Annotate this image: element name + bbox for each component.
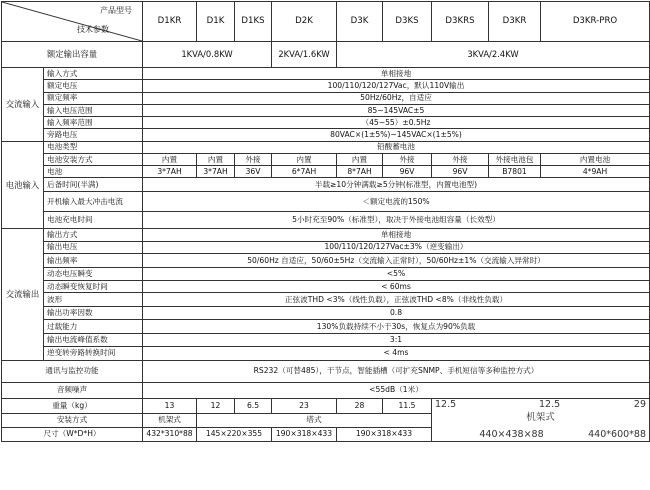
size-label: 尺寸（W*D*H） xyxy=(2,427,143,441)
battery-cell: 3*7AH xyxy=(197,166,235,178)
battery-cell: B7801 xyxy=(489,166,541,178)
battery-install-cell: 外接电池包 xyxy=(489,154,541,166)
battery-type-value: 铅酸蓄电池 xyxy=(143,141,650,153)
max-inrush-label: 开机输入最大冲击电流 xyxy=(44,192,143,212)
product-model-label: 产品型号 xyxy=(100,6,132,15)
model-d3krs: D3KRS xyxy=(432,2,489,42)
ac-input-row-value: 100/110/120/127Vac，默认110V输出 xyxy=(143,80,650,92)
ac-output-row-label: 动态瞬变恢复时间 xyxy=(44,280,143,293)
ac-output-row-label: 输出电压 xyxy=(44,241,143,254)
battery-label: 电池 xyxy=(44,166,143,178)
size-d1kr: 432*310*88 xyxy=(143,427,197,441)
size-d1k: 145×220×355 xyxy=(197,427,272,441)
ac-input-row-label: 输入频率范围 xyxy=(44,117,143,129)
model-d3k: D3K xyxy=(337,2,383,42)
battery-cell: 96V xyxy=(432,166,489,178)
model-d1k: D1K xyxy=(197,2,235,42)
size-pro: 440*600*88 xyxy=(588,428,646,440)
weight-d3krs: 12.5 xyxy=(435,398,457,410)
battery-cell: 8*7AH xyxy=(337,166,383,178)
size-d3k: 190×318×433 xyxy=(337,427,432,441)
comm-value: RS232（可替485），干节点，智能插槽（可扩充SNMP、手机短信等多种监控方式） xyxy=(143,360,650,382)
battery-type-label: 电池类型 xyxy=(44,141,143,153)
ac-output-row-value: 100/110/120/127Vac±3%（逆变输出） xyxy=(143,241,650,254)
ac-output-row-label: 动态电压瞬变 xyxy=(44,268,143,281)
weight-label: 重量（kg） xyxy=(2,398,143,413)
ac-input-row-label: 输入电压范围 xyxy=(44,104,143,116)
ac-output-row-label: 过载能力 xyxy=(44,320,143,334)
size-rack-3k: 440×438×88 xyxy=(479,428,544,440)
rack-block xyxy=(432,398,650,441)
charge-time-label: 电池充电时间 xyxy=(44,212,143,229)
ac-output-row-label: 波形 xyxy=(44,293,143,307)
battery-input-group: 电池输入 xyxy=(2,141,44,228)
ac-output-row-value: < 60ms xyxy=(143,280,650,293)
battery-install-label: 电池安装方式 xyxy=(44,154,143,166)
rated-capacity-label: 额定输出容量 xyxy=(2,42,143,68)
weight-cell: 6.5 xyxy=(235,398,272,413)
ac-input-row-label: 输入方式 xyxy=(44,68,143,80)
ac-output-row-value: 0.8 xyxy=(143,307,650,320)
rated-capacity-1k: 1KVA/0.8KW xyxy=(143,42,272,68)
battery-install-cell: 内置 xyxy=(272,154,337,166)
weight-cell: 23 xyxy=(272,398,337,413)
backup-time-label: 后备时间(半满) xyxy=(44,178,143,192)
ac-output-row-label: 输出方式 xyxy=(44,229,143,242)
battery-cell: 96V xyxy=(383,166,432,178)
header-diagonal-cell xyxy=(2,2,143,42)
ac-output-row-value: 正弦波THD <3%（线性负载），正弦波THD <8%（非线性负载） xyxy=(143,293,650,307)
ac-input-row-value: 单相接地 xyxy=(143,68,650,80)
ac-output-row-value: < 4ms xyxy=(143,346,650,360)
ac-input-row-label: 旁路电压 xyxy=(44,129,143,141)
ac-output-row-value: 50/60Hz 自适应，50/60±5Hz（交流输入正常时），50/60Hz±1%（交流输入异常时） xyxy=(143,254,650,268)
model-d3kr-pro: D3KR-PRO xyxy=(541,2,650,42)
model-d3kr: D3KR xyxy=(489,2,541,42)
battery-install-cell: 外接 xyxy=(383,154,432,166)
noise-value: <55dB（1米） xyxy=(143,382,650,398)
model-d1ks: D1KS xyxy=(235,2,272,42)
battery-install-cell: 内置电池 xyxy=(541,154,650,166)
battery-cell: 6*7AH xyxy=(272,166,337,178)
backup-time-value: 半载≥10分钟满载≥5分钟(标准型，内置电池型) xyxy=(143,178,650,192)
size-d2k: 190×318×433 xyxy=(272,427,337,441)
weight-d3kr: 12.5 xyxy=(539,398,561,410)
ac-output-row-value: <5% xyxy=(143,268,650,281)
install-method-label: 安装方式 xyxy=(2,413,143,427)
model-d2k: D2K xyxy=(272,2,337,42)
battery-install-cell: 外接 xyxy=(235,154,272,166)
weight-pro: 29 xyxy=(633,398,646,410)
ac-output-row-label: 输出电流峰值系数 xyxy=(44,334,143,347)
tech-param-label: 技术参数 xyxy=(77,25,109,34)
spec-table xyxy=(1,1,650,442)
ac-input-row-value: 80VAC×(1±5%)~145VAC×(1±5%) xyxy=(143,129,650,141)
rated-capacity-3k: 3KVA/2.4KW xyxy=(337,42,650,68)
ac-output-row-value: 单相接地 xyxy=(143,229,650,242)
weight-cell: 28 xyxy=(337,398,383,413)
rated-capacity-2k: 2KVA/1.6KW xyxy=(272,42,337,68)
model-d3ks: D3KS xyxy=(383,2,432,42)
battery-install-cell: 内置 xyxy=(337,154,383,166)
ac-output-row-label: 输出功率因数 xyxy=(44,307,143,320)
ac-output-group: 交流输出 xyxy=(2,229,44,361)
ac-input-row-value: 85~145VAC±5 xyxy=(143,104,650,116)
ac-output-row-value: 3:1 xyxy=(143,334,650,347)
install-tower: 塔式 xyxy=(197,413,432,427)
ac-output-row-label: 逆变转旁路转换时间 xyxy=(44,346,143,360)
weight-cell: 11.5 xyxy=(383,398,432,413)
charge-time-value: 5小时充至90%（标准型），取决于外接电池组容量（长效型） xyxy=(143,212,650,229)
noise-label: 音频噪声 xyxy=(2,382,143,398)
ac-input-row-label: 额定电压 xyxy=(44,80,143,92)
rack-mount-label: 机架式 xyxy=(526,411,555,423)
comm-label: 通讯与监控功能 xyxy=(2,360,143,382)
battery-install-cell: 外接 xyxy=(432,154,489,166)
battery-install-cell: 内置 xyxy=(197,154,235,166)
weight-cell: 12 xyxy=(197,398,235,413)
max-inrush-value: ＜额定电流的150% xyxy=(143,192,650,212)
model-d1kr: D1KR xyxy=(143,2,197,42)
ac-output-row-value: 130%负载持续不小于30s，恢复点为90%负载 xyxy=(143,320,650,334)
ac-input-row-value: （45~55）±0.5Hz xyxy=(143,117,650,129)
battery-cell: 4*9AH xyxy=(541,166,650,178)
ac-input-row-value: 50Hz/60Hz，自适应 xyxy=(143,92,650,104)
battery-cell: 3*7AH xyxy=(143,166,197,178)
ac-input-group: 交流输入 xyxy=(2,68,44,142)
install-rack-1k: 机架式 xyxy=(143,413,197,427)
weight-cell: 13 xyxy=(143,398,197,413)
ac-output-row-label: 输出频率 xyxy=(44,254,143,268)
battery-cell: 36V xyxy=(235,166,272,178)
battery-install-cell: 内置 xyxy=(143,154,197,166)
ac-input-row-label: 额定频率 xyxy=(44,92,143,104)
